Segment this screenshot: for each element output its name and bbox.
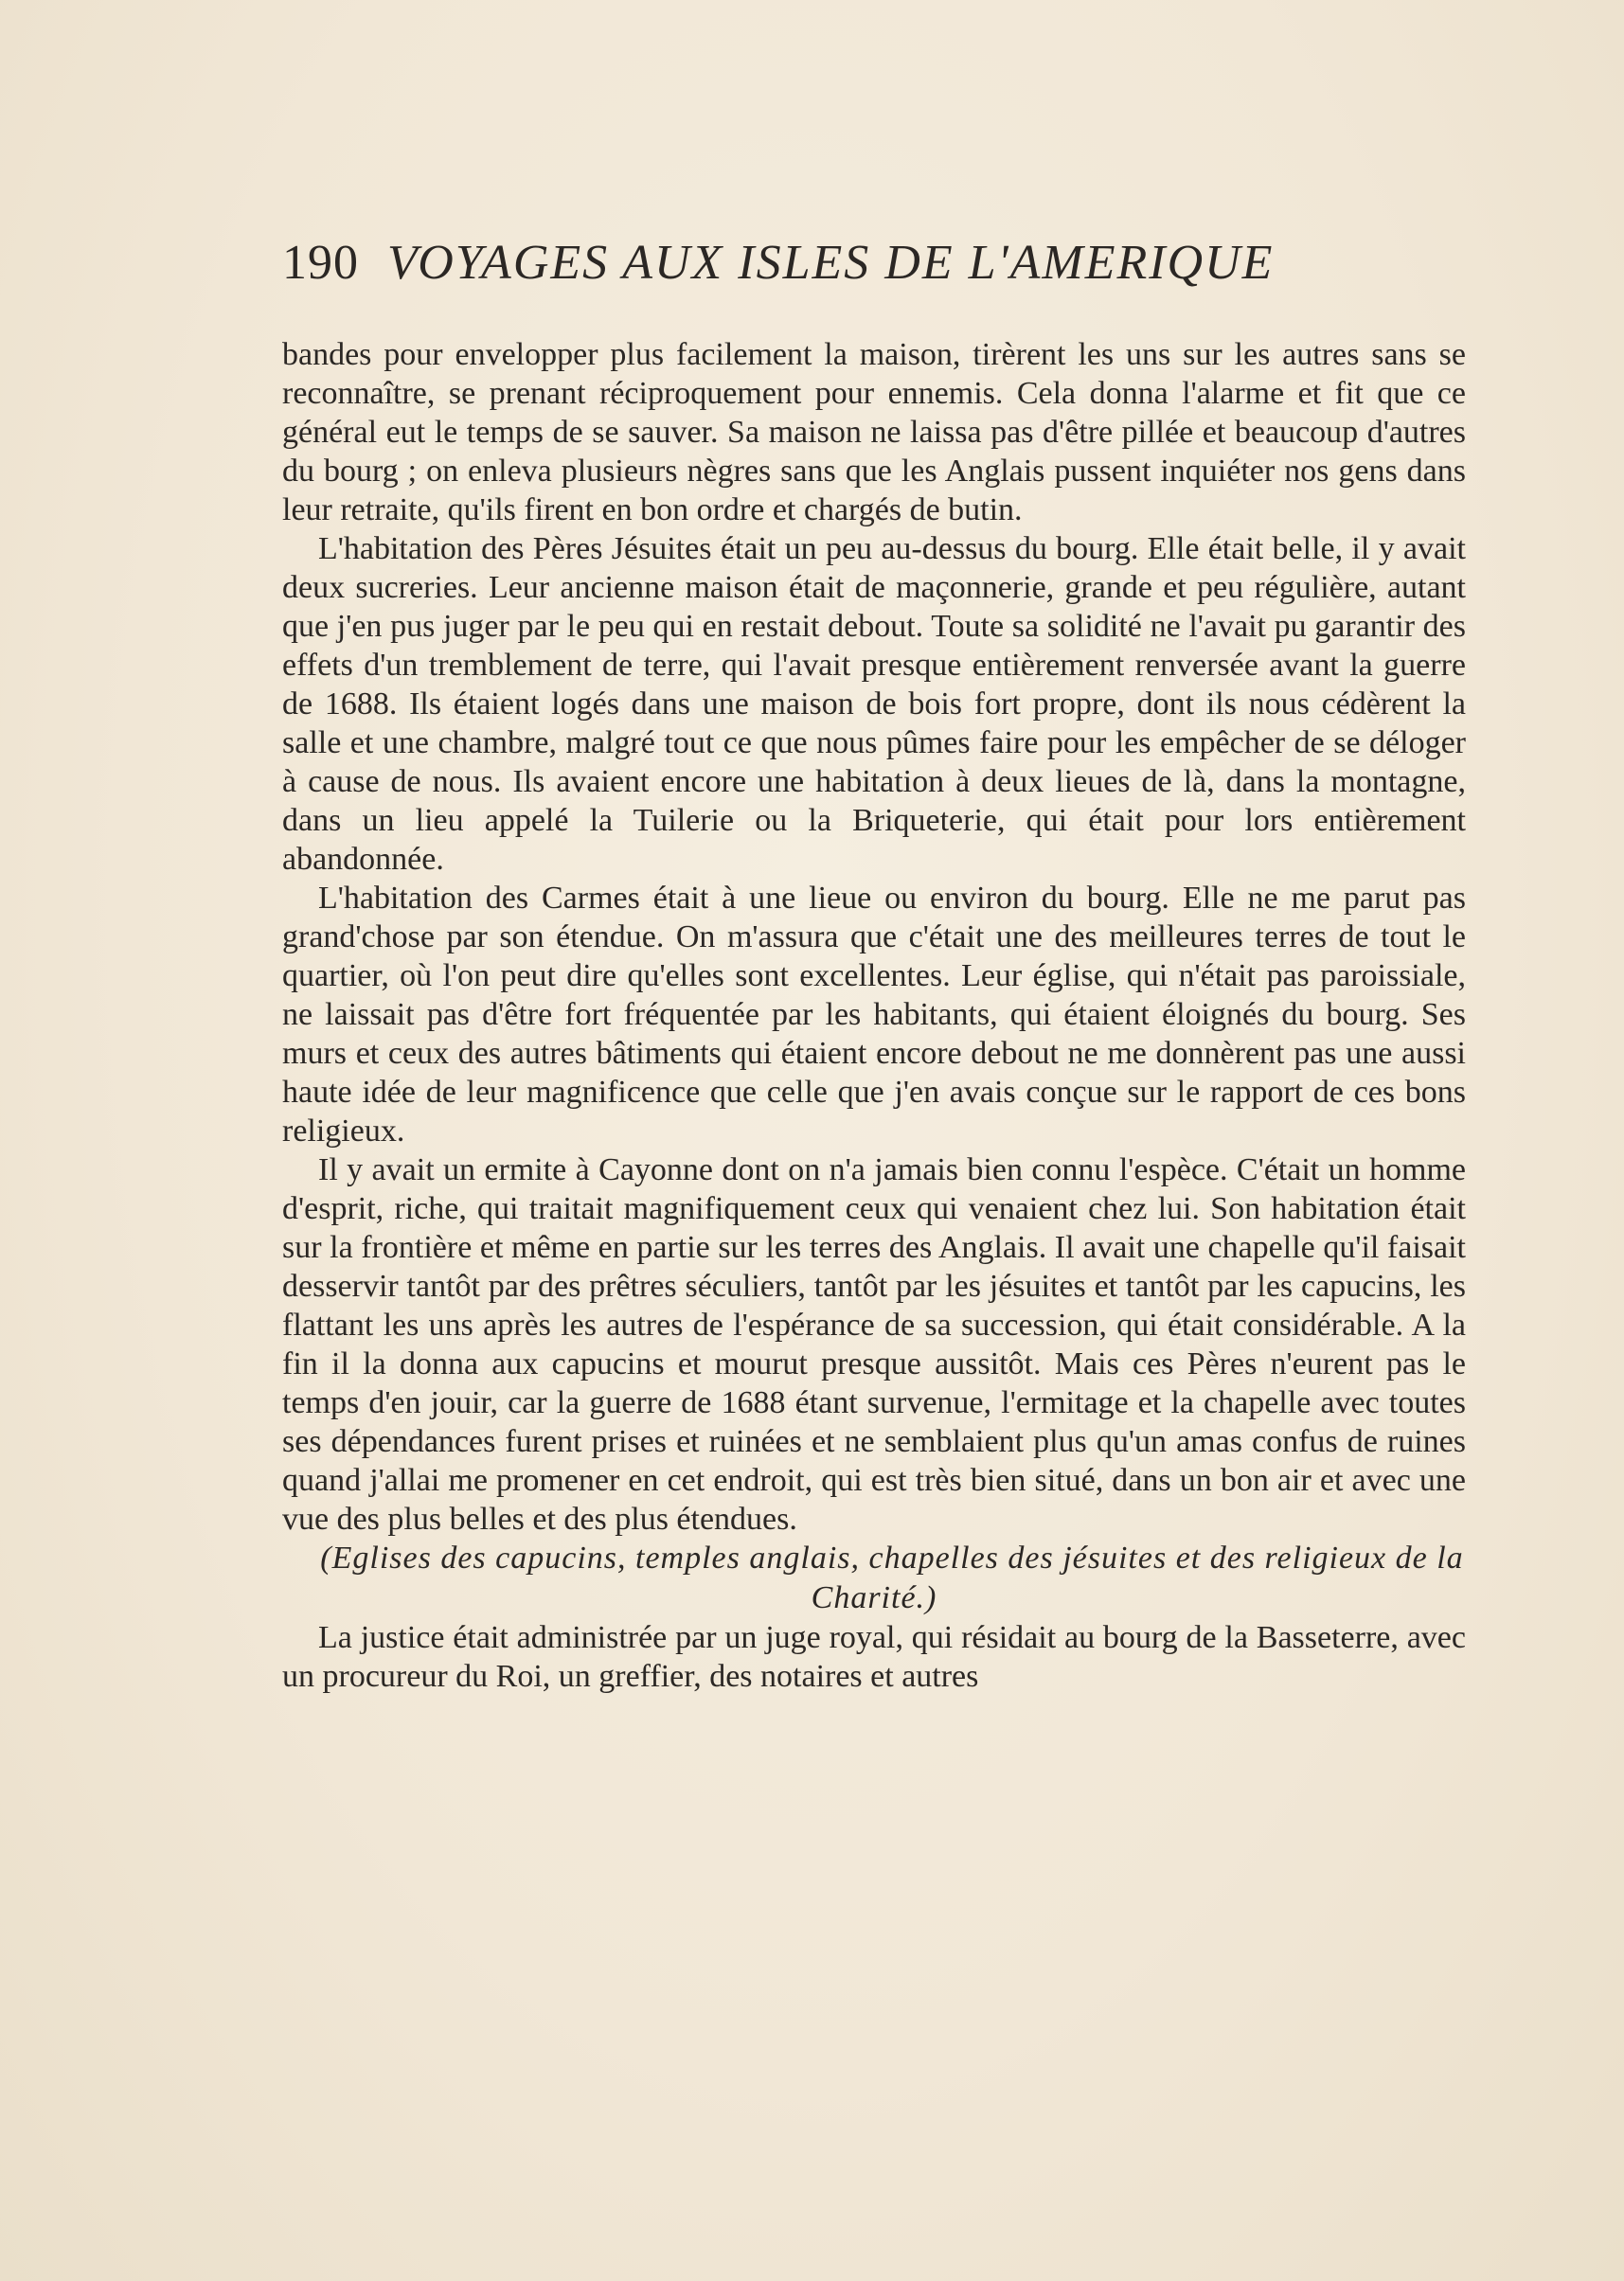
paragraph: L'habitation des Carmes était à une lieue ou environ du bourg. Elle ne me parut pas grand'chose par son étendue. On m'assura que c'était une des meilleures terres de tout le quartier, où l'on peut dire qu'elles sont excellentes. Leur église, qui n'était pas paroissiale, ne laissait pas d'être fort fréquentée par les habitants, qui étaient éloignés du bourg. Ses murs et ceux des autres bâtiments qui étaient encore debout ne me donnèrent pas une aussi haute idée de leur magnificence que celle que j'en avais conçue sur le rapport de ces bons religieux. [282,881,1466,1149]
paragraph: Il y avait un ermite à Cayonne dont on n'a jamais bien connu l'espèce. C'était un homme d'esprit, riche, qui traitait magnifiquement ceux qui venaient chez lui. Son habitation était sur la frontière et même en partie sur les terres des Anglais. Il avait une chapelle qu'il faisait desservir tantôt par des prêtres séculiers, tantôt par les jésuites et tantôt par les capucins, les flattant les uns après les autres de l'espérance de sa succession, qui était considérable. A la fin il la donna aux capucins et mourut presque aussitôt. Mais ces Pères n'eurent pas le temps d'en jouir, car la guerre de 1688 étant survenue, l'ermitage et la chapelle avec toutes ses dépendances furent prises et ruinées et ne semblaient plus qu'un amas confus de ruines quand j'allai me promener en cet endroit, qui est très bien situé, dans un bon air et avec une vue des plus belles et des plus étendues. [282,1152,1466,1537]
running-head [282,235,1381,292]
section-heading: (Eglises des capucins, temples anglais, chapelles des jésuites et des religieux de la Charité.) [320,1541,1464,1615]
body-text [282,335,1466,1696]
paragraph: bandes pour envelopper plus facilement la maison, tirèrent les uns sur les autres sans se reconnaître, se prenant réciproquement pour ennemis. Cela donna l'alarme et fit que ce général eut le temps de se sauver. Sa maison ne laissa pas d'être pillée et beaucoup d'autres du bourg ; on enleva plusieurs nègres sans que les Anglais pussent inquiéter nos gens dans leur retraite, qu'ils firent en bon ordre et chargés de butin. [282,337,1466,527]
paragraph: L'habitation des Pères Jésuites était un peu au-dessus du bourg. Elle était belle, il y avait deux sucreries. Leur ancienne maison était de maçonnerie, grande et peu régulière, autant que j'en pus juger par le peu qui en restait debout. Toute sa solidité ne l'avait pu garantir des effets d'un tremblement de terre, qui l'avait presque entièrement renversée avant la guerre de 1688. Ils étaient logés dans une maison de bois fort propre, dont ils nous cédèrent la salle et une chambre, malgré tout ce que nous pûmes faire pour les empêcher de se déloger à cause de nous. Ils avaient encore une habitation à deux lieues de là, dans la montagne, dans un lieu appelé la Tuilerie ou la Briqueterie, qui était pour lors entièrement abandonnée. [282,531,1466,877]
paragraph: La justice était administrée par un juge royal, qui résidait au bourg de la Basseterre, avec un procureur du Roi, un greffier, des notaires et autres [282,1620,1466,1694]
running-title: VOYAGES AUX ISLES DE L'AMERIQUE [387,236,1275,290]
page-number: 190 [282,236,359,290]
